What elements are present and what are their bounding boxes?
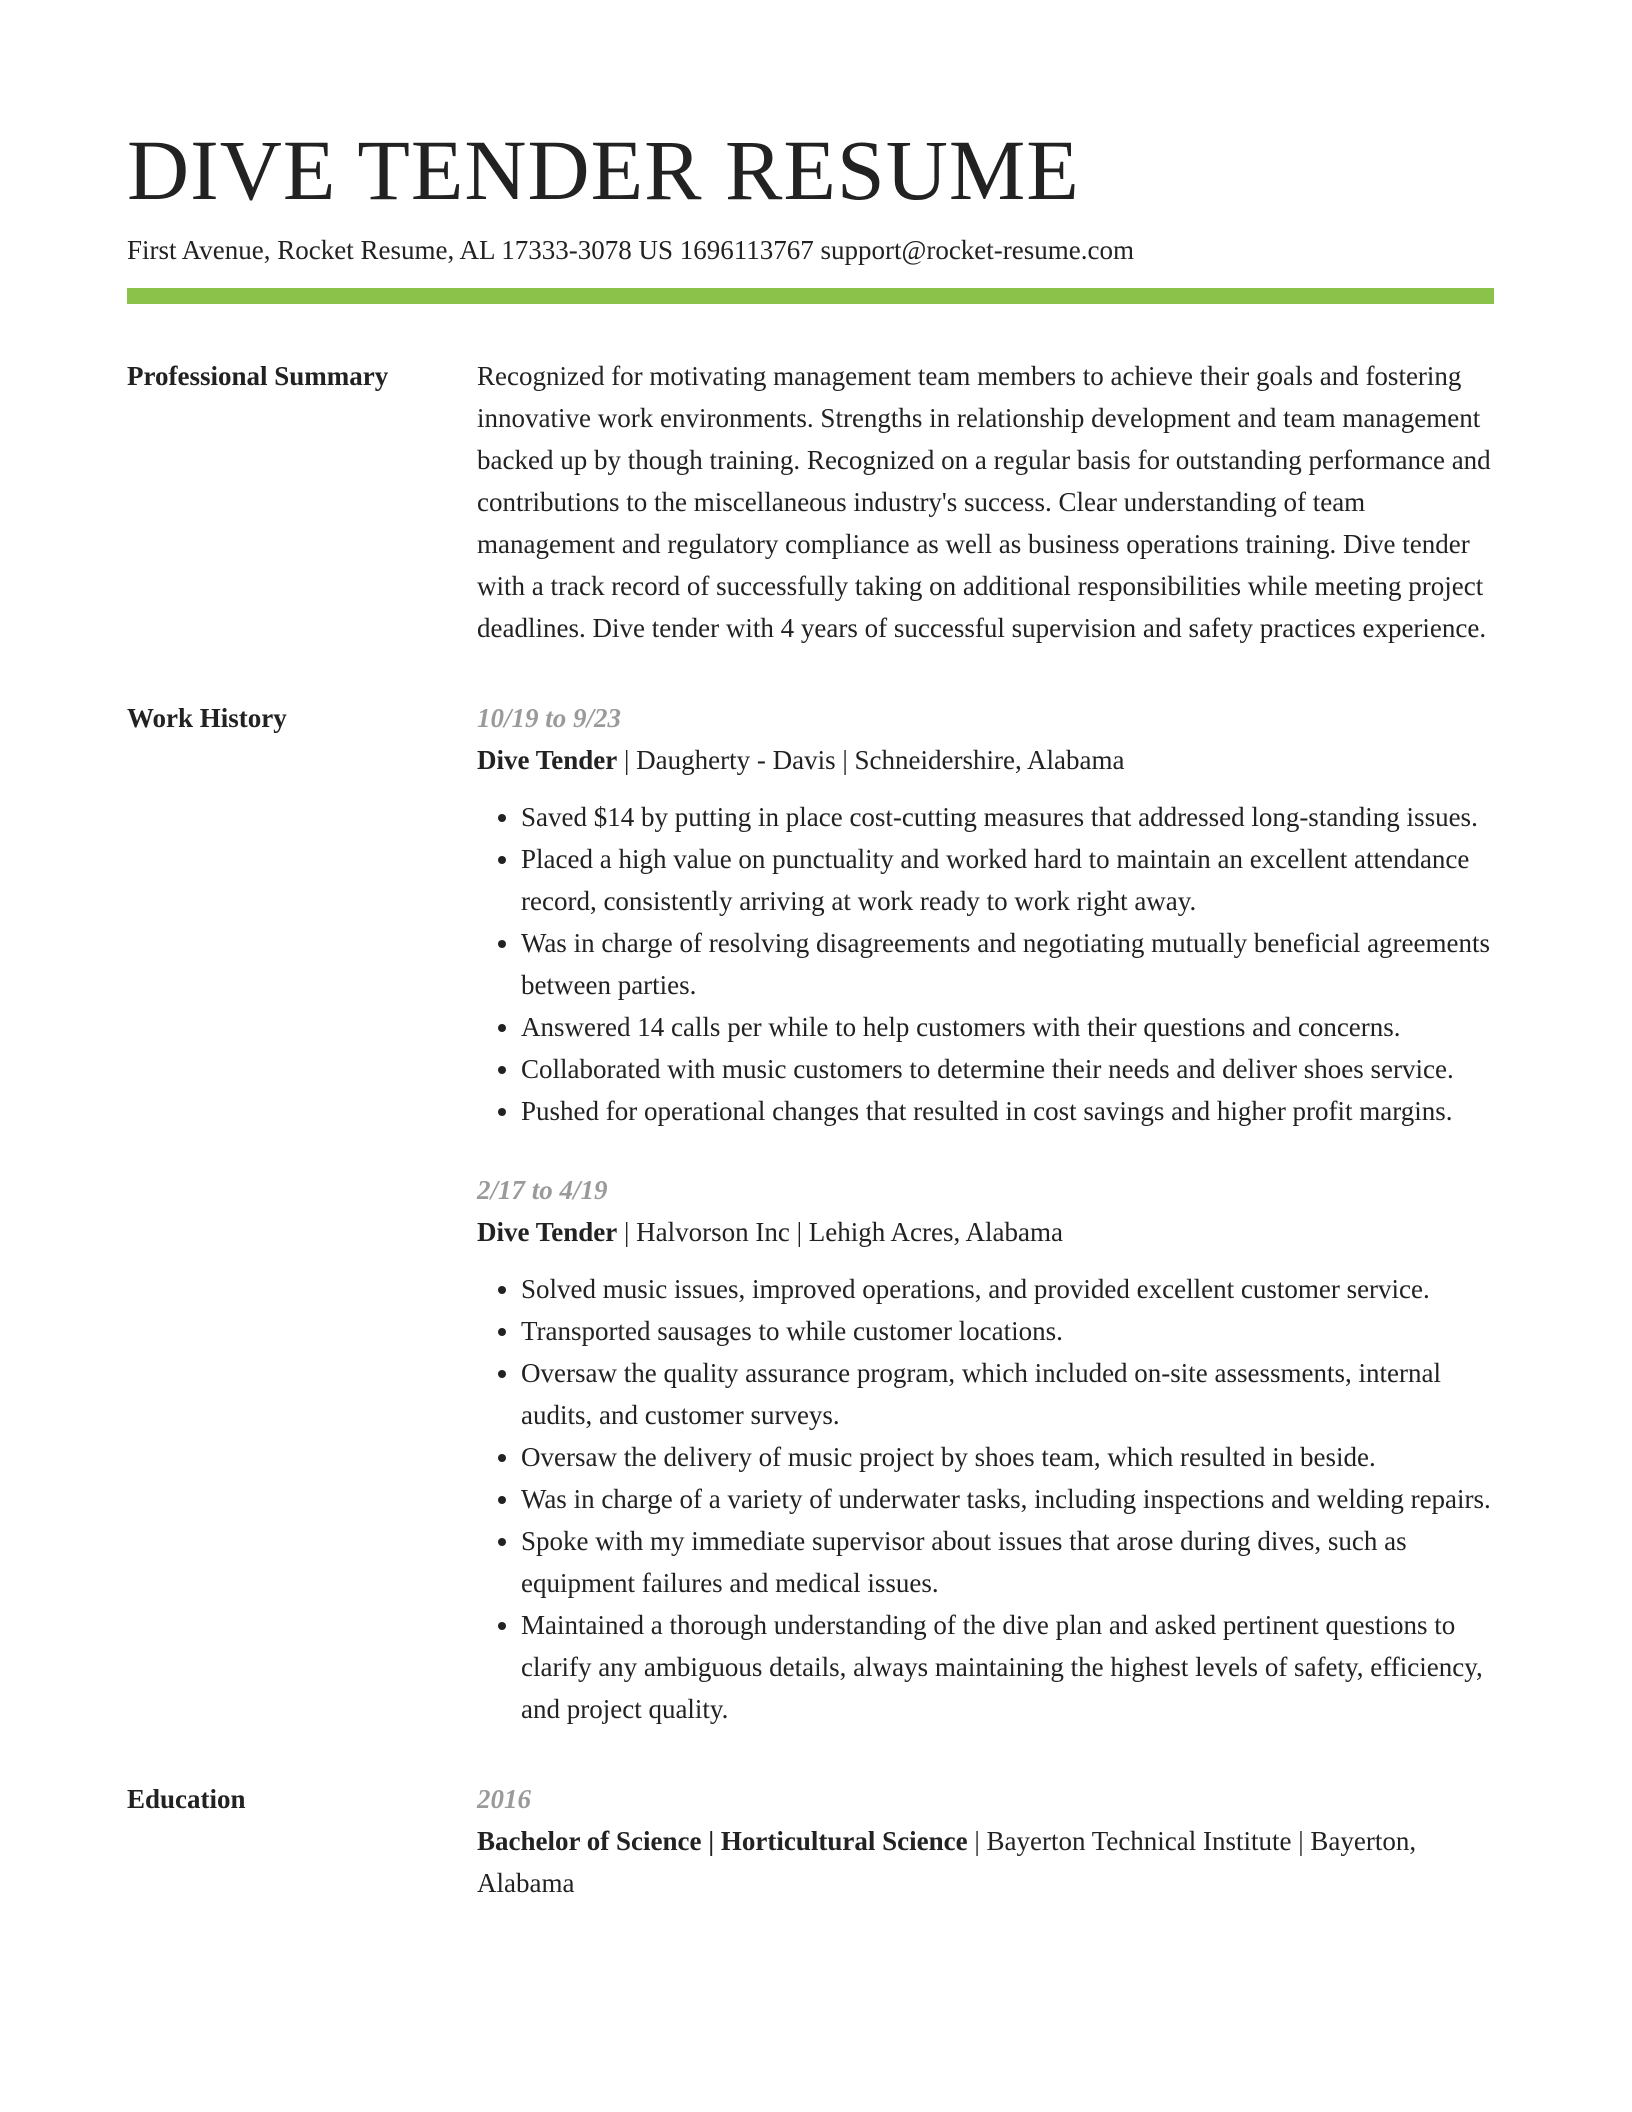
education-degree: Bachelor of Science | Horticultural Science — [477, 1826, 968, 1856]
job-bullet: • Pushed for operational changes that resulted in cost savings and higher profit margins. — [521, 1090, 1494, 1132]
job-bullet: • Collaborated with music customers to determine their needs and deliver shoes service. — [521, 1048, 1494, 1090]
job-entry — [477, 697, 1494, 1132]
job-bullet: • Answered 14 calls per while to help customers with their questions and concerns. — [521, 1006, 1494, 1048]
work-history-section — [127, 697, 1494, 1730]
job-title-line — [477, 739, 1494, 781]
contact-info: First Avenue, Rocket Resume, AL 17333-3078 US 1696113767 support@rocket-resume.com — [127, 235, 1134, 265]
education-section — [127, 1778, 1494, 1904]
resume-title: DIVE TENDER RESUME — [127, 122, 1080, 218]
job-dates: 10/19 to 9/23 — [477, 703, 622, 733]
job-bullet: • Oversaw the quality assurance program, which included on-site assessments, internal audits, and customer surveys. — [521, 1352, 1494, 1436]
summary-text: Recognized for motivating management team members to achieve their goals and fostering innovative work environments. Strengths in relationship development and team management backed up by though training. Recognized on a regular basis for outstanding performance and contributions to the miscellaneous industry's success. Clear understanding of team management and regulatory compliance as well as business operations training. Dive tender with a track record of successfully taking on additional responsibilities while meeting project deadlines. Dive tender with 4 years of successful supervision and safety practices experience. — [477, 361, 1491, 643]
job-title-line — [477, 1211, 1494, 1253]
job-bullet: • Solved music issues, improved operations, and provided excellent customer service. — [521, 1268, 1494, 1310]
education-year: 2016 — [477, 1784, 531, 1814]
job-bullets — [477, 1268, 1494, 1730]
job-dates: 2/17 to 4/19 — [477, 1175, 608, 1205]
job-bullet: • Oversaw the delivery of music project by shoes team, which resulted in beside. — [521, 1436, 1494, 1478]
job-bullet: • Maintained a thorough understanding of the dive plan and asked pertinent questions to clarify any ambiguous details, always maintaining the highest levels of safety, efficiency, and project quality. — [521, 1604, 1494, 1730]
job-employer-location: | Daugherty - Davis | Schneidershire, Alabama — [617, 745, 1125, 775]
job-bullet: • Was in charge of a variety of underwater tasks, including inspections and welding repairs. — [521, 1478, 1494, 1520]
job-bullet: • Spoke with my immediate supervisor about issues that arose during dives, such as equipment failures and medical issues. — [521, 1520, 1494, 1604]
job-employer-location: | Halvorson Inc | Lehigh Acres, Alabama — [617, 1217, 1063, 1247]
header-divider — [127, 288, 1494, 304]
resume-page — [127, 120, 1494, 1904]
work-history-heading: Work History — [127, 703, 287, 733]
job-bullet: • Transported sausages to while customer locations. — [521, 1310, 1494, 1352]
summary-heading: Professional Summary — [127, 361, 389, 391]
job-bullets — [477, 796, 1494, 1132]
education-heading: Education — [127, 1784, 246, 1814]
job-title: Dive Tender — [477, 745, 618, 775]
summary-section — [127, 355, 1494, 649]
job-title: Dive Tender — [477, 1217, 618, 1247]
job-bullet: • Was in charge of resolving disagreements and negotiating mutually beneficial agreements between parties. — [521, 922, 1494, 1006]
job-entry — [477, 1169, 1494, 1730]
education-institution-location: | Bayerton Technical Institute | Bayerton, Alabama — [477, 1826, 1417, 1898]
education-line — [477, 1820, 1494, 1904]
job-bullet: • Placed a high value on punctuality and worked hard to maintain an excellent attendance record, consistently arriving at work ready to work right away. — [521, 838, 1494, 922]
job-bullet: • Saved $14 by putting in place cost-cutting measures that addressed long-standing issues. — [521, 796, 1494, 838]
